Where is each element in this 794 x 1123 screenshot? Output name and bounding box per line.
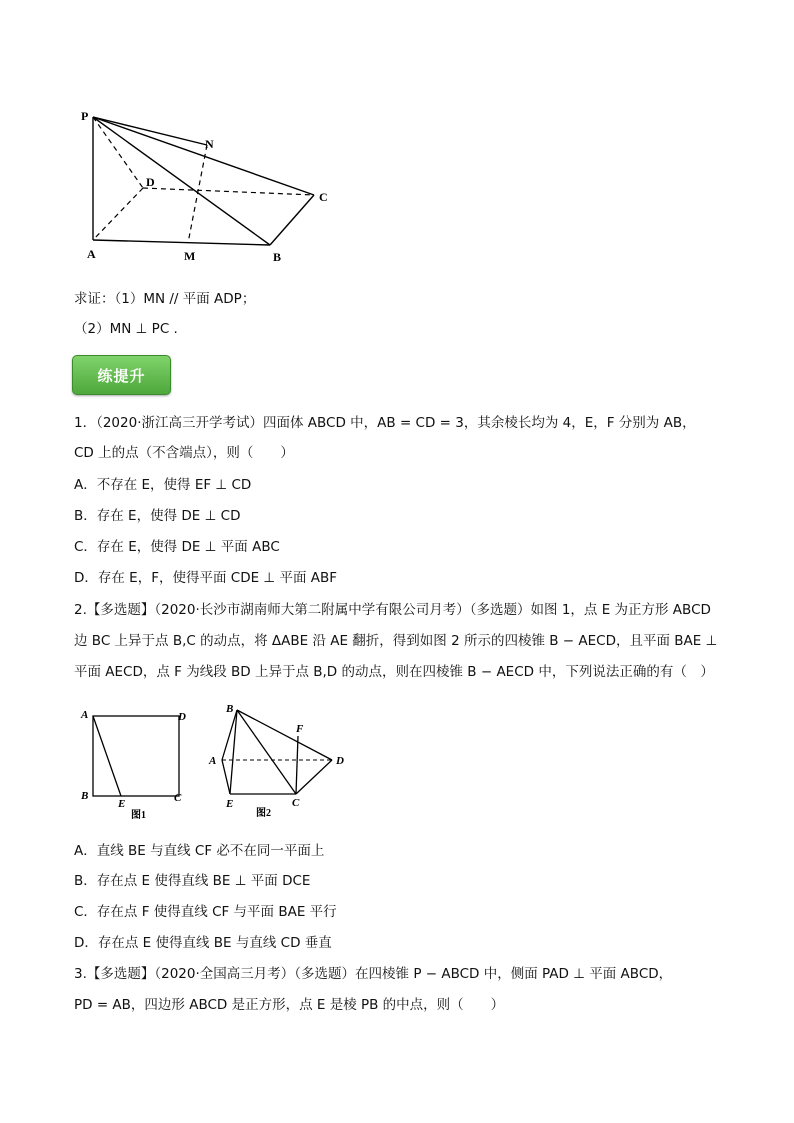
q2-option-d: D．存在点 E 使得直线 BE 与直线 CD 垂直 bbox=[74, 935, 332, 951]
q2-option-c: C．存在点 F 使得直线 CF 与平面 BAE 平行 bbox=[74, 904, 337, 920]
fig1-caption: 图1 bbox=[131, 810, 146, 821]
fig2-label-A: A bbox=[209, 755, 217, 767]
fig2-label-B: B bbox=[226, 703, 234, 715]
q2-stem-line-2: 边 BC 上异于点 B,C 的动点，将 ΔABE 沿 AE 翻折，得到如图 2 所示的四棱锥 B − AECD，且平面 BAE ⊥ bbox=[74, 633, 718, 649]
fig2-label-E: E bbox=[226, 798, 234, 810]
q2-option-a: A．直线 BE 与直线 CF 必不在同一平面上 bbox=[74, 843, 325, 859]
fig2-label-D: D bbox=[336, 755, 344, 767]
fig1-label-A: A bbox=[81, 709, 89, 721]
q1-option-d: D．存在 E，F，使得平面 CDE ⊥ 平面 ABF bbox=[74, 570, 338, 586]
proof-line-2: （2）MN ⊥ PC . bbox=[74, 321, 178, 337]
fig2-label-F: F bbox=[296, 723, 304, 735]
practice-section-button[interactable]: 练提升 bbox=[72, 355, 171, 395]
label-P: P bbox=[81, 109, 89, 123]
q2-stem-line-1: 2.【多选题】（2020·长沙市湖南师大第二附属中学有限公司月考）（多选题）如图 1，点 E 为正方形 ABCD bbox=[74, 602, 711, 618]
proof-line-1: 求证：（1）MN // 平面 ADP； bbox=[74, 291, 256, 307]
fig2-label-C: C bbox=[292, 797, 300, 809]
q3-stem-line-1: 3.【多选题】（2020·全国高三月考）（多选题）在四棱锥 P − ABCD 中，侧面 PAD ⊥ 平面 ABCD， bbox=[74, 966, 673, 982]
q1-option-a: A．不存在 E，使得 EF ⊥ CD bbox=[74, 477, 252, 493]
label-B: B bbox=[273, 250, 282, 264]
q1-stem-line-1: 1．（2020·浙江高三开学考试）四面体 ABCD 中，AB = CD = 3，其余棱长均为 4，E，F 分别为 AB， bbox=[74, 415, 696, 431]
q1-option-b: B．存在 E，使得 DE ⊥ CD bbox=[74, 508, 241, 524]
q2-stem-line-3: 平面 AECD，点 F 为线段 BD 上异于点 B,D 的动点，则在四棱锥 B − AECD 中，下列说法正确的有（ ） bbox=[74, 664, 714, 680]
label-D: D bbox=[146, 175, 155, 189]
figure-1-square bbox=[75, 700, 200, 825]
label-A: A bbox=[87, 247, 96, 261]
fig1-label-B: B bbox=[81, 790, 89, 802]
figure-2-pyramid bbox=[200, 700, 355, 825]
fig1-label-E: E bbox=[118, 798, 126, 810]
fig1-label-C: C bbox=[174, 792, 182, 804]
fig1-label-D: D bbox=[178, 711, 186, 723]
q3-stem-line-2: PD = AB，四边形 ABCD 是正方形，点 E 是棱 PB 的中点，则（ ） bbox=[74, 997, 505, 1013]
label-N: N bbox=[205, 137, 214, 151]
label-M: M bbox=[184, 249, 196, 263]
q1-option-c: C．存在 E，使得 DE ⊥ 平面 ABC bbox=[74, 539, 280, 555]
q2-option-b: B．存在点 E 使得直线 BE ⊥ 平面 DCE bbox=[74, 873, 311, 889]
fig2-caption: 图2 bbox=[256, 808, 271, 819]
q1-stem-line-2: CD 上的点（不含端点），则（ ） bbox=[74, 445, 294, 461]
label-C: C bbox=[319, 190, 328, 204]
pyramid-figure bbox=[78, 100, 348, 265]
